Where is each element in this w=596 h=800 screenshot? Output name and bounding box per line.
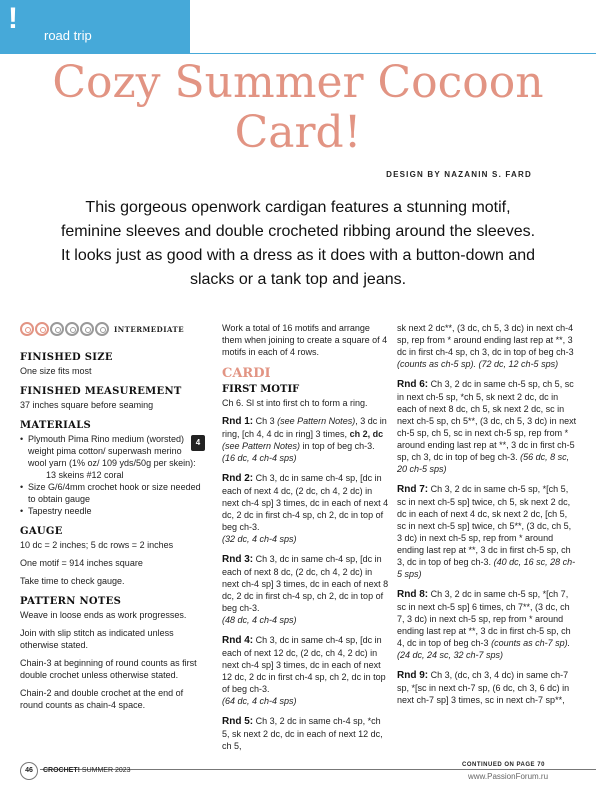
section-heading: MATERIALS — [20, 420, 92, 431]
stitch-count: (64 dc, 4 ch-4 sps) — [222, 696, 297, 706]
gauge — [20, 526, 205, 587]
round-label: Rnd 4: — [222, 635, 254, 646]
skein-count: 13 skeins #12 coral — [46, 470, 124, 480]
page-number: 46 — [20, 762, 38, 780]
stitch-count: (counts as ch-7 sp). (24 dc, 24 sc, 32 ch-7 sps) — [397, 638, 571, 660]
skill-circle-icon — [65, 322, 79, 336]
materials — [20, 420, 205, 517]
round-label: Rnd 5: — [222, 716, 254, 727]
section-heading: FINISHED SIZE — [20, 352, 113, 363]
skill-rating — [20, 322, 205, 336]
stitch-count: (counts as ch-5 sp). (72 dc, 12 ch-5 sps) — [397, 359, 559, 369]
stitch-count: (48 dc, 4 ch-4 sps) — [222, 615, 297, 625]
round-text: Ch 3, (dc, ch 3, 4 dc) in same ch-7 sp, *[sc in next ch-7 sp, (6 dc, ch 3, 6 dc) in next ch-7 sp] 3 times, sc in next ch-7 sp**, — [397, 670, 570, 705]
title-line-2: Card! — [234, 107, 362, 158]
note: Chain-2 and double crochet at the end of round counts as chain-4 space. — [20, 688, 184, 710]
note: Join with slip stitch as indicated unless otherwise stated. — [20, 628, 174, 650]
title-line-1: Cozy Summer Cocoon — [52, 57, 544, 108]
cardi-heading: CARDI — [222, 366, 271, 381]
magazine-info — [43, 767, 131, 774]
round-2 — [222, 472, 389, 545]
skill-circle-icon — [50, 322, 64, 336]
watermark: www.PassionForum.ru — [468, 772, 549, 781]
round-text: Ch 3, dc in same ch-4 sp, [dc in each of next 8 dc, (2 dc, ch 4, 2 dc) in next ch-4 sp] 3 times, dc in each of next 8 dc, 2 dc in first ch-4 sp, ch 2, dc in top of beg ch-3. — [222, 554, 389, 613]
round-6 — [397, 378, 577, 475]
stitch-count: (32 dc, 4 ch-4 sps) — [222, 534, 297, 544]
round-3 — [222, 553, 389, 626]
round-5 — [222, 715, 389, 752]
round-label: Rnd 1: — [222, 416, 254, 427]
stitch-count: (56 dc, 8 sc, 20 ch-5 sps) — [397, 452, 570, 474]
column-3 — [397, 322, 577, 714]
note: Weave in loose ends as work progresses. — [20, 610, 187, 620]
skill-circle-icon — [35, 322, 49, 336]
round-7 — [397, 483, 577, 580]
round-text: Ch 3 — [255, 416, 275, 426]
round-text: Ch 3, 2 dc in same ch-4 sp, *ch 5, sk next 2 dc, dc in each of next 12 dc, ch 5, — [222, 716, 383, 751]
round-label: Rnd 3: — [222, 554, 254, 565]
round-text: Ch 3, 2 dc in same ch-5 sp, *[ch 7, sc in next ch-5 sp] 6 times, ch 7**, (3 dc, ch 7, 3 dc) in next ch-5 sp, rep from * around ending last rep at **, 3 dc in first ch-5 sp, ch 4, dc in top of beg ch-3 — [397, 589, 571, 648]
magazine-name: CROCHET! — [43, 767, 80, 774]
skill-circle-icon — [20, 322, 34, 336]
round-text: in top of beg ch-3. — [302, 441, 375, 451]
round-emphasis: ch 2, dc — [349, 429, 384, 439]
round-label: Rnd 2: — [222, 473, 254, 484]
section-heading: FINISHED MEASUREMENT — [20, 386, 182, 397]
round-label: Rnd 9: — [397, 670, 429, 681]
section-tab — [0, 0, 190, 54]
finished-measurement — [20, 386, 205, 411]
skill-level: INTERMEDIATE — [114, 324, 185, 334]
round-label: Rnd 7: — [397, 484, 429, 495]
magazine-issue: SUMMER 2023 — [81, 767, 131, 774]
section-label: road trip — [44, 28, 92, 43]
pattern-notes — [20, 596, 205, 711]
tab-symbol: ! — [8, 2, 18, 35]
round-1 — [222, 415, 389, 464]
round-text: Ch 3, 2 dc in same ch-5 sp, ch 5, sc in next ch-5 sp, *ch 5, sk next 2 dc, dc in each of next 8 dc, ch 5, sk next 2 dc, sc in next ch-5 sp, ch 5**, (3 dc, ch 5, 3 dc) in next ch-5 sp, ch 5, sc in next ch-5 sp, rep from * around ending last rep at **, 3 dc in first ch-5 sp, ch 3, dc in top of beg ch-3. — [397, 379, 577, 462]
gauge-line: One motif = 914 inches square — [20, 558, 143, 568]
article-title — [20, 58, 576, 158]
material-text: Plymouth Pima Rino medium (worsted) weight pima cotton/ superwash merino wool yarn (1% oz/ 109 yds/50g per skein): — [28, 434, 196, 468]
section-text: One size fits most — [20, 366, 92, 376]
byline: DESIGN BY NAZANIN S. FARD — [386, 170, 532, 179]
round-label: Rnd 8: — [397, 589, 429, 600]
round-note: (see Pattern Notes) — [222, 441, 301, 451]
section-text: 37 inches square before seaming — [20, 400, 154, 410]
section-heading: GAUGE — [20, 526, 63, 537]
column-1 — [20, 322, 205, 720]
motif-intro-text: Work a total of 16 motifs and arrange them when joining to create a square of 4 motifs in each of 4 rows. — [222, 323, 388, 357]
round-text: Ch 3, dc in same ch-4 sp, [dc in each of next 4 dc, (2 dc, ch 4, 2 dc) in next ch-4 sp] 3 times, dc in each of next 4 dc, 2 dc in first ch-4 sp, ch 2, dc in top of beg ch-3. — [222, 473, 389, 532]
note: Chain-3 at beginning of round counts as first double crochet unless otherwise stated. — [20, 658, 197, 680]
round-label: Rnd 6: — [397, 379, 429, 390]
round-text: sk next 2 dc**, (3 dc, ch 5, 3 dc) in next ch-4 sp, rep from * around ending last rep at **, 3 dc in first ch-4 sp, ch 3, dc in top of beg ch-3 — [397, 323, 574, 357]
list-item: • Size G/6/4mm crochet hook or size needed to obtain gauge — [20, 481, 205, 505]
round-9 — [397, 669, 577, 706]
motif-heading: FIRST MOTIF — [222, 384, 300, 395]
finished-size — [20, 352, 205, 377]
round-note: (see Pattern Notes) — [277, 416, 356, 426]
materials-list — [20, 433, 205, 517]
skill-circle-icon — [80, 322, 94, 336]
list-item: • Tapestry needle — [20, 505, 205, 517]
continued-link[interactable]: CONTINUED ON PAGE 70 — [462, 762, 545, 768]
list-item — [20, 433, 205, 481]
column-2 — [222, 322, 389, 760]
motif-start: Ch 6. Sl st into first ch to form a ring. — [222, 398, 368, 408]
yarn-weight-icon: • 4 — [191, 435, 205, 451]
round-4 — [222, 634, 389, 707]
stitch-count: (16 dc, 4 ch-4 sps) — [222, 453, 297, 463]
skill-circle-icon — [95, 322, 109, 336]
gauge-line: 10 dc = 2 inches; 5 dc rows = 2 inches — [20, 540, 174, 550]
round-text: , 3 dc in ring, [ch 4, 4 dc in ring] 3 times, — [222, 416, 387, 439]
gauge-line: Take time to check gauge. — [20, 576, 125, 586]
section-heading: PATTERN NOTES — [20, 596, 122, 607]
stitch-count: (40 dc, 16 sc, 28 ch-5 sps) — [397, 557, 576, 579]
round-8 — [397, 588, 577, 661]
round-text: Ch 3, 2 dc in same ch-5 sp, *[ch 5, sc in next ch-5 sp] twice, ch 5, sk next 2 dc, dc in each of next 4 dc, sk next 2 dc, [ch 5, sc in next ch-5 sp] twice, ch 5**, (3 dc, ch 5, 3 dc) in next ch-5 sp, rep from * around ending last rep at **, 3 dc in first ch-5 sp, ch 3, dc in top of beg ch-3. — [397, 484, 572, 567]
round-5-continued — [397, 322, 577, 370]
round-text: Ch 3, dc in same ch-4 sp, [dc in each of next 12 dc, (2 dc, ch 4, 2 dc) in next ch-4 sp] 3 times, dc in each of next 12 dc, 2 dc in first ch-4 sp, ch 2, dc in top of beg ch-3. — [222, 635, 386, 694]
header-rule — [190, 53, 596, 54]
deck: This gorgeous openwork cardigan features a stunning motif, feminine sleeves and double crocheted ribbing around the sleeves. It looks just as good with a dress as it does with a button-down and slacks or a tank top and jeans. — [60, 199, 536, 288]
